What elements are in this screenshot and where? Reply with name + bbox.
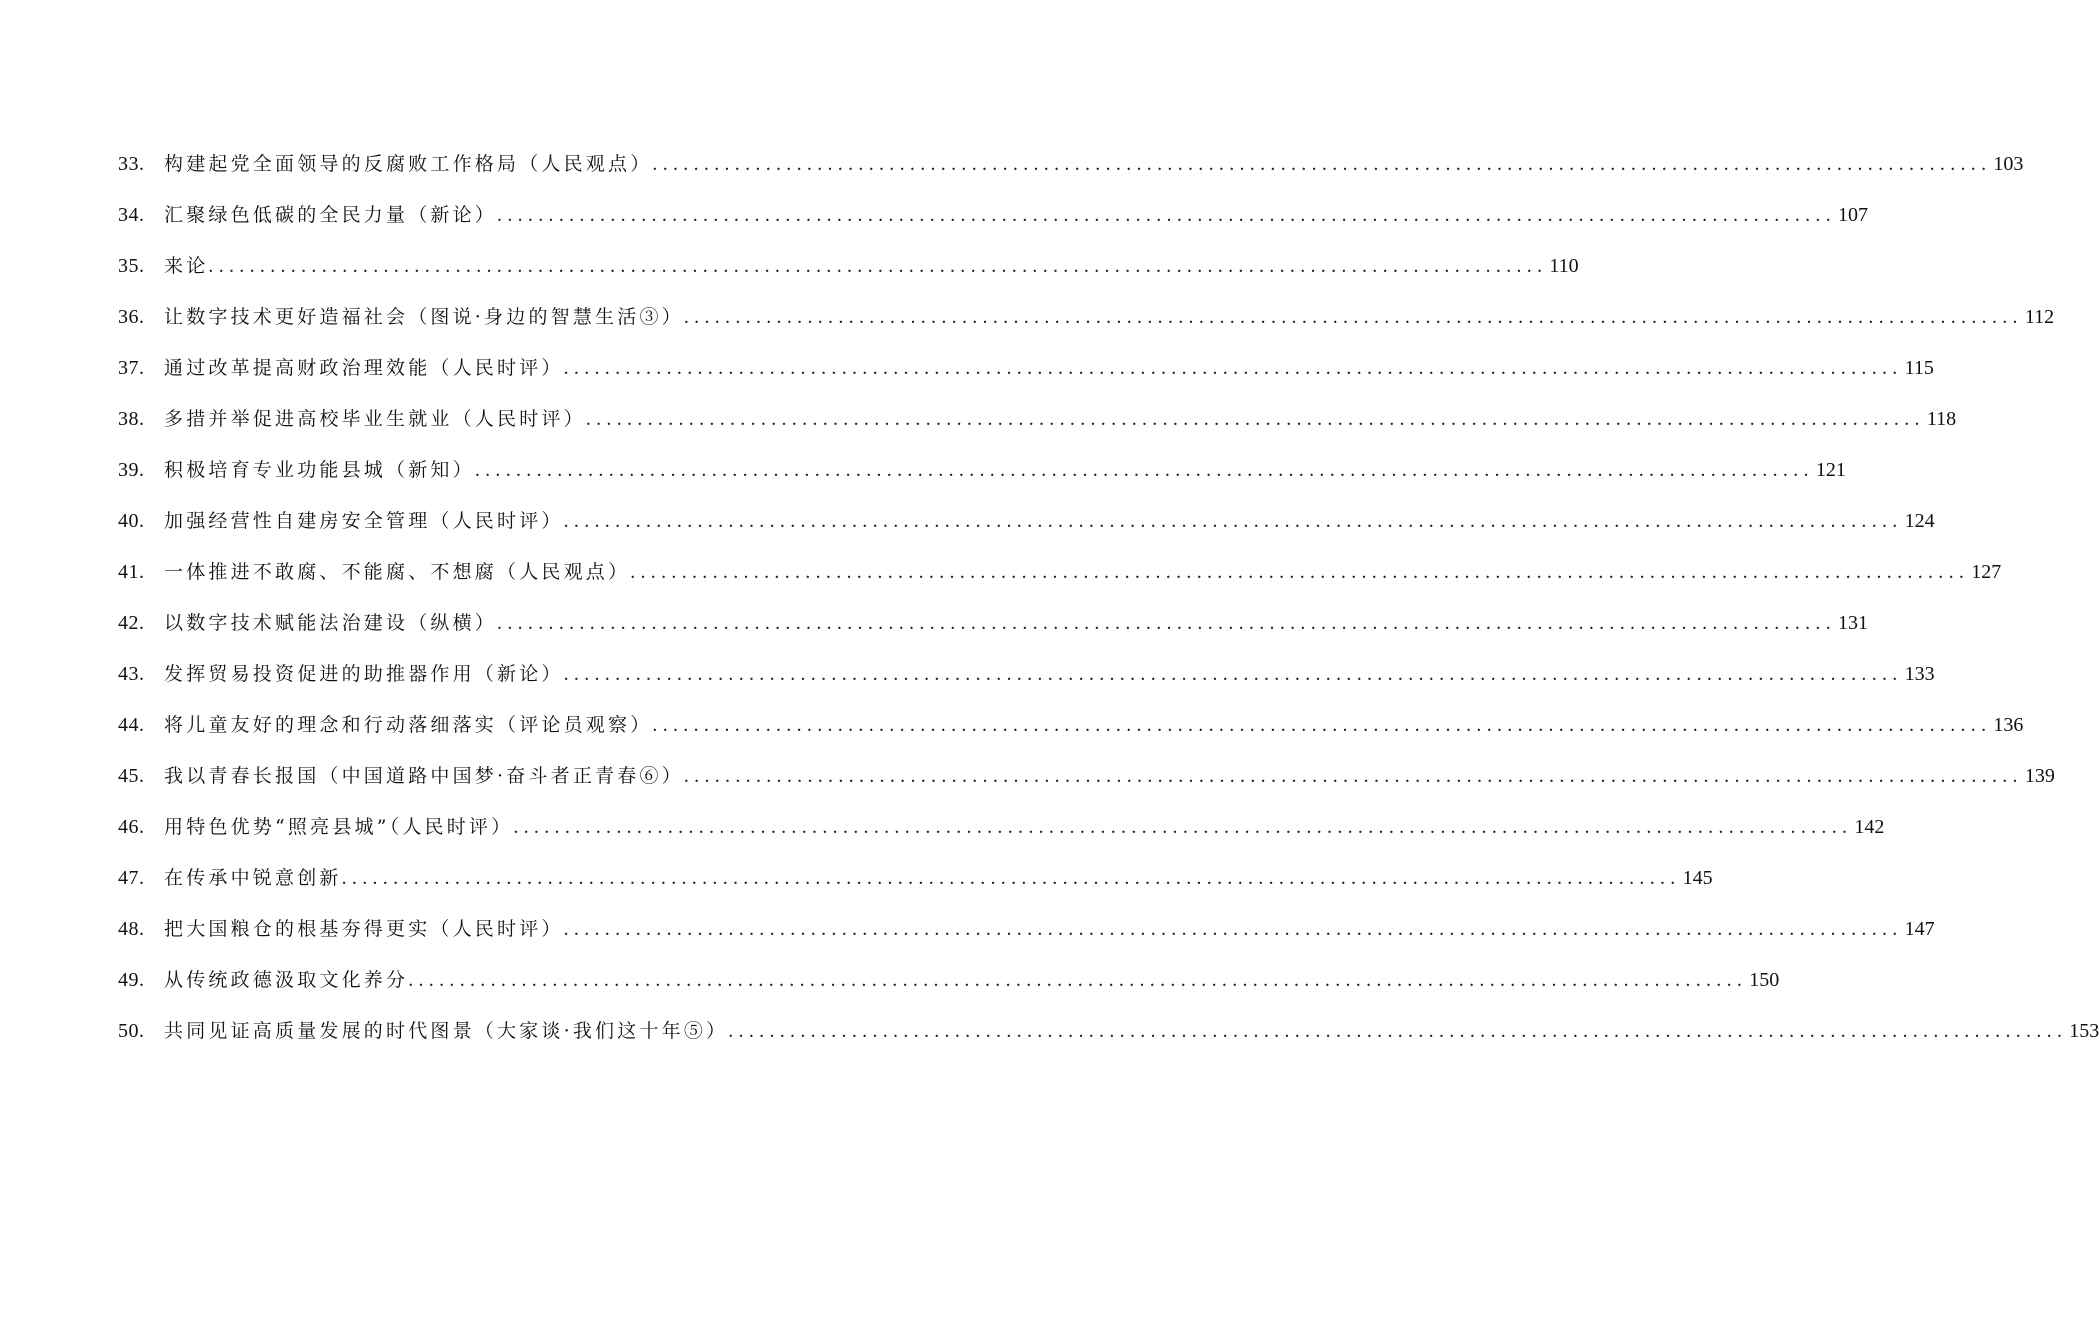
dot-leader: ..................................................................................................................................: [683, 765, 2023, 787]
entry-title: 来论: [164, 255, 209, 277]
dot-leader: ..................................................................................................................................: [652, 714, 1992, 736]
entry-number: 43.: [118, 663, 145, 685]
toc-entry[interactable]: [118, 856, 1713, 907]
entry-title: 用特色优势“照亮县城”（人民时评）: [164, 816, 514, 838]
entry-title: 把大国粮仓的根基夯得更实（人民时评）: [164, 918, 564, 940]
entry-title: 从传统政德汲取文化养分: [164, 969, 409, 991]
entry-title: 在传承中锐意创新: [164, 867, 342, 889]
entry-title: 多措并举促进高校毕业生就业（人民时评）: [164, 408, 586, 430]
toc-entry[interactable]: [118, 295, 2055, 346]
entry-page-number: 121: [1815, 459, 1846, 481]
toc-entry[interactable]: [118, 805, 1885, 856]
entry-number: 40.: [118, 510, 145, 532]
dot-leader: ..................................................................................................................................: [341, 867, 1681, 889]
dot-leader: ..................................................................................................................................: [208, 255, 1548, 277]
dot-leader: ..................................................................................................................................: [563, 918, 1903, 940]
entry-title: 积极培育专业功能县城（新知）: [164, 459, 475, 481]
entry-page-number: 153: [2069, 1020, 2099, 1042]
entry-number: 34.: [118, 204, 145, 226]
entry-number: 37.: [118, 357, 145, 379]
entry-page-number: 139: [2024, 765, 2055, 787]
entry-title: 将儿童友好的理念和行动落细落实（评论员观察）: [164, 714, 653, 736]
entry-page-number: 150: [1749, 969, 1780, 991]
toc-entry[interactable]: [118, 754, 2055, 805]
entry-page-number: 110: [1549, 255, 1579, 277]
entry-page-number: 107: [1838, 204, 1869, 226]
toc-entry[interactable]: [118, 244, 1579, 295]
entry-page-number: 118: [1926, 408, 1957, 430]
entry-number: 48.: [118, 918, 145, 940]
toc-entry[interactable]: [118, 448, 1846, 499]
dot-leader: ..................................................................................................................................: [563, 663, 1903, 685]
entry-number: 47.: [118, 867, 145, 889]
entry-number: 49.: [118, 969, 145, 991]
toc-entry[interactable]: [118, 499, 1935, 550]
entry-number: 39.: [118, 459, 145, 481]
entry-page-number: 112: [2024, 306, 2055, 328]
toc-entry[interactable]: [118, 1009, 2099, 1060]
dot-leader: ..................................................................................................................................: [563, 510, 1903, 532]
entry-title: 通过改革提高财政治理效能（人民时评）: [164, 357, 564, 379]
entry-number: 42.: [118, 612, 145, 634]
entry-title: 我以青春长报国（中国道路中国梦·奋斗者正青春⑥）: [164, 765, 684, 787]
toc-entry[interactable]: [118, 193, 1869, 244]
toc-entry[interactable]: [118, 907, 1935, 958]
entry-page-number: 115: [1904, 357, 1934, 379]
entry-number: 36.: [118, 306, 145, 328]
entry-page-number: 124: [1904, 510, 1935, 532]
entry-number: 45.: [118, 765, 145, 787]
entry-page-number: 103: [1993, 153, 2024, 175]
dot-leader: ..................................................................................................................................: [683, 306, 2023, 328]
toc-entry[interactable]: [118, 652, 1935, 703]
dot-leader: ..................................................................................................................................: [728, 1020, 2068, 1042]
dot-leader: ..................................................................................................................................: [497, 612, 1837, 634]
entry-title: 一体推进不敢腐、不能腐、不想腐（人民观点）: [164, 561, 631, 583]
entry-page-number: 142: [1854, 816, 1885, 838]
dot-leader: ..................................................................................................................................: [630, 561, 1970, 583]
entry-page-number: 136: [1993, 714, 2024, 736]
dot-leader: ..................................................................................................................................: [563, 357, 1903, 379]
entry-number: 38.: [118, 408, 145, 430]
entry-number: 41.: [118, 561, 145, 583]
dot-leader: ..................................................................................................................................: [652, 153, 1992, 175]
dot-leader: ..................................................................................................................................: [513, 816, 1853, 838]
entry-number: 46.: [118, 816, 145, 838]
dot-leader: ..................................................................................................................................: [408, 969, 1748, 991]
toc-entry[interactable]: [118, 703, 2024, 754]
toc-entry[interactable]: [118, 958, 1780, 1009]
dot-leader: ..................................................................................................................................: [585, 408, 1925, 430]
dot-leader: ..................................................................................................................................: [474, 459, 1814, 481]
dot-leader: ..................................................................................................................................: [497, 204, 1837, 226]
entry-title: 让数字技术更好造福社会（图说·身边的智慧生活③）: [164, 306, 684, 328]
entry-page-number: 127: [1971, 561, 2002, 583]
entry-title: 以数字技术赋能法治建设（纵横）: [164, 612, 498, 634]
entry-page-number: 131: [1838, 612, 1869, 634]
toc-entry[interactable]: [118, 397, 1957, 448]
entry-title: 共同见证高质量发展的时代图景（大家谈·我们这十年⑤）: [164, 1020, 729, 1042]
toc-entry[interactable]: [118, 601, 1869, 652]
entry-number: 50.: [118, 1020, 145, 1042]
entry-title: 加强经营性自建房安全管理（人民时评）: [164, 510, 564, 532]
entry-number: 35.: [118, 255, 145, 277]
toc-entry[interactable]: [118, 346, 1934, 397]
entry-title: 发挥贸易投资促进的助推器作用（新论）: [164, 663, 564, 685]
toc-entry[interactable]: [118, 142, 2024, 193]
entry-page-number: 145: [1682, 867, 1713, 889]
toc-entry[interactable]: [118, 550, 2002, 601]
entry-number: 33.: [118, 153, 145, 175]
entry-number: 44.: [118, 714, 145, 736]
entry-page-number: 133: [1904, 663, 1935, 685]
entry-title: 构建起党全面领导的反腐败工作格局（人民观点）: [164, 153, 653, 175]
entry-page-number: 147: [1904, 918, 1935, 940]
entry-title: 汇聚绿色低碳的全民力量（新论）: [164, 204, 498, 226]
table-of-contents: [118, 142, 2099, 1060]
